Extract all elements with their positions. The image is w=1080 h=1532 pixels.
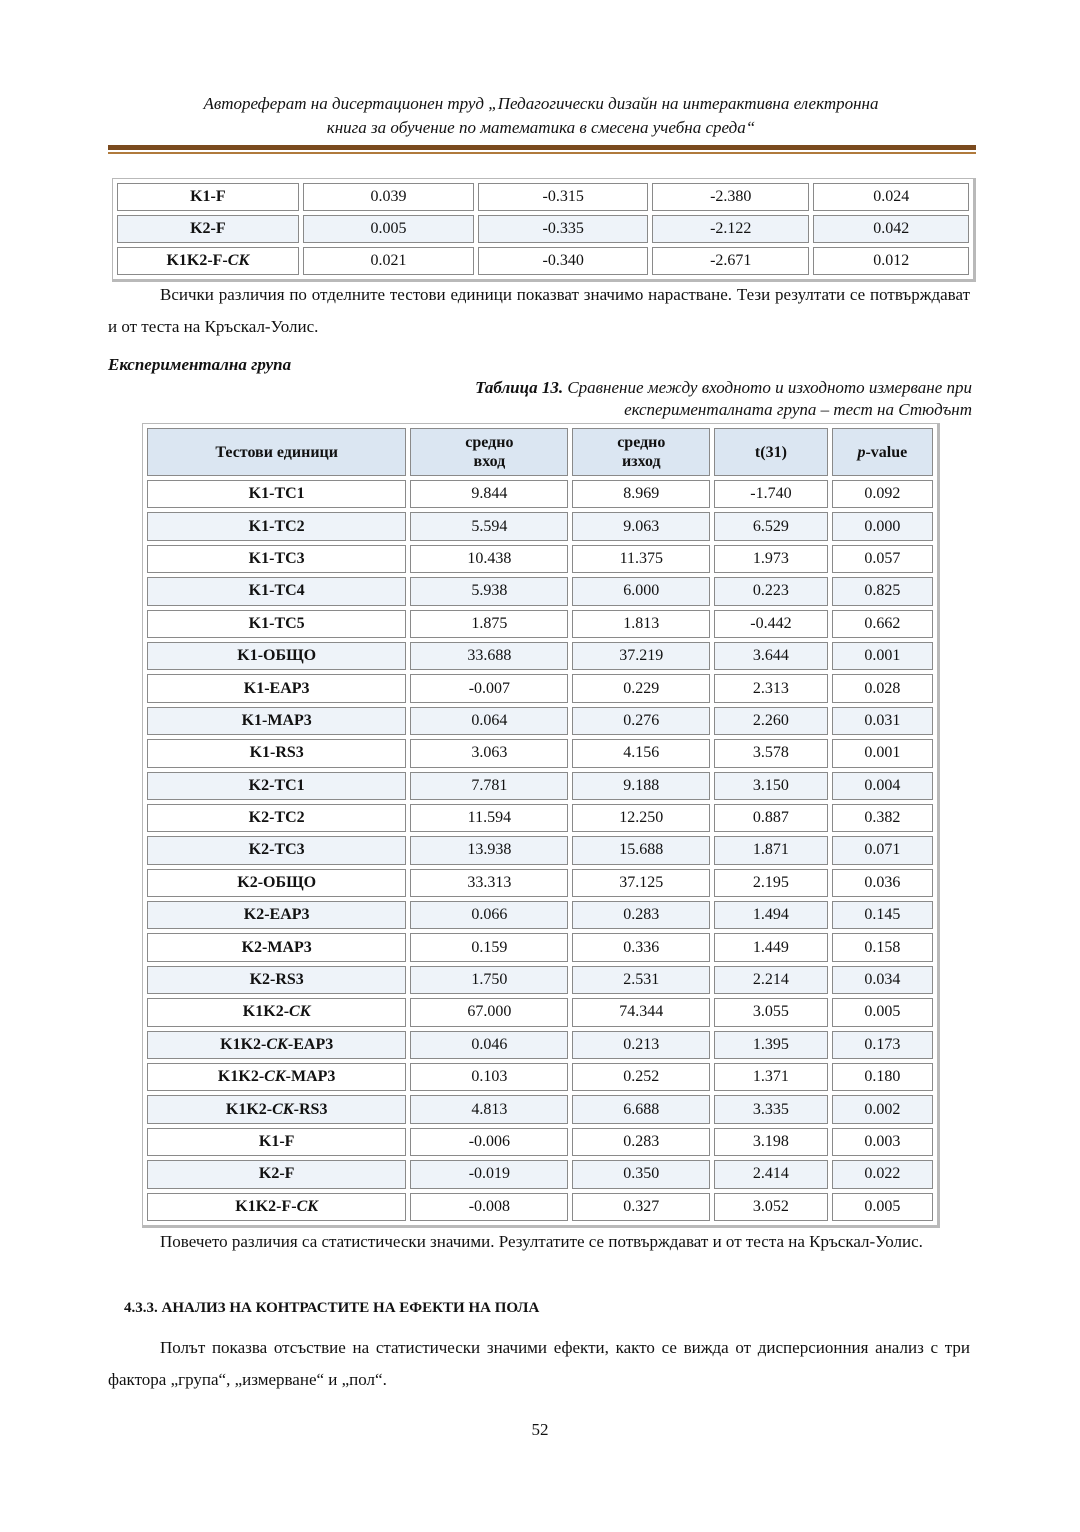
cell-t-statistic: 2.414	[714, 1160, 827, 1188]
header-t-statistic: t(31)	[714, 428, 827, 476]
section-heading	[124, 1300, 539, 1317]
cell-t-value: -2.122	[652, 215, 810, 243]
cell-mean-input: 11.594	[410, 804, 568, 832]
cell-value-2: -0.335	[478, 215, 648, 243]
cell-mean-output: 6.000	[572, 577, 710, 605]
section-number: 4.3.3.	[124, 1300, 158, 1316]
cell-mean-input: 0.159	[410, 933, 568, 961]
cell-mean-output: 12.250	[572, 804, 710, 832]
cell-p-value: 0.005	[832, 998, 933, 1026]
row-label: K1-MAP3	[147, 707, 406, 735]
cell-mean-output: 1.813	[572, 610, 710, 638]
running-header-line-1: Автореферат на дисертационен труд „Педагогически дизайн на интерактивна електронна	[203, 94, 879, 113]
cell-p-value: 0.028	[832, 674, 933, 702]
table-row	[147, 998, 933, 1026]
group-heading: Експериментална група	[108, 355, 292, 374]
cell-mean-input: 3.063	[410, 739, 568, 767]
cell-t-statistic: 3.578	[714, 739, 827, 767]
cell-t-statistic: 3.052	[714, 1193, 827, 1221]
cell-p-value: 0.024	[813, 183, 969, 211]
cell-t-statistic: 3.055	[714, 998, 827, 1026]
cell-p-value: 0.003	[832, 1128, 933, 1156]
section-title: АНАЛИЗ НА КОНТРАСТИТЕ НА ЕФЕКТИ НА ПОЛА	[161, 1300, 540, 1316]
cell-mean-output: 37.125	[572, 869, 710, 897]
table-row	[117, 247, 969, 275]
cell-t-statistic: 3.644	[714, 642, 827, 670]
table-row	[147, 707, 933, 735]
row-label: K1K2-F-СК	[117, 247, 299, 275]
paragraph-gender-effects: Полът показва отсъствие на статистически значими ефекти, както се вижда от дисперсионния анализ с три фактора „група“, „измерване“ и „пол“.	[108, 1338, 970, 1389]
header-rule-thin	[108, 152, 976, 154]
row-label: K2-EAP3	[147, 901, 406, 929]
cell-mean-output: 74.344	[572, 998, 710, 1026]
cell-t-statistic: -0.442	[714, 610, 827, 638]
cell-t-statistic: 1.395	[714, 1031, 827, 1059]
cell-p-value: 0.158	[832, 933, 933, 961]
cell-p-value: 0.145	[832, 901, 933, 929]
running-header-line-2: книга за обучение по математика в смесена учебна среда“	[326, 118, 756, 137]
table-row	[147, 1160, 933, 1188]
cell-t-statistic: 1.973	[714, 545, 827, 573]
cell-mean-output: 15.688	[572, 836, 710, 864]
cell-p-value: 0.002	[832, 1095, 933, 1123]
cell-p-value: 0.180	[832, 1063, 933, 1091]
row-label: K1-TC4	[147, 577, 406, 605]
cell-t-value: -2.671	[652, 247, 810, 275]
table-row	[147, 739, 933, 767]
table-row	[147, 966, 933, 994]
cell-mean-output: 0.283	[572, 1128, 710, 1156]
table-row	[147, 480, 933, 508]
cell-mean-input: -0.006	[410, 1128, 568, 1156]
cell-p-value: 0.173	[832, 1031, 933, 1059]
table-row	[147, 642, 933, 670]
cell-value-2: -0.340	[478, 247, 648, 275]
cell-t-statistic: 0.223	[714, 577, 827, 605]
table-row	[147, 869, 933, 897]
cell-value-1: 0.005	[303, 215, 475, 243]
cell-t-statistic: 3.335	[714, 1095, 827, 1123]
cell-p-value: 0.001	[832, 739, 933, 767]
cell-value-1: 0.039	[303, 183, 475, 211]
cell-mean-input: 9.844	[410, 480, 568, 508]
cell-mean-output: 0.350	[572, 1160, 710, 1188]
row-label: K2-ОБЩО	[147, 869, 406, 897]
paragraph-results-2: Повечето различия са статистически значими. Резултатите се потвърждават и от теста на Кръскал-Уолис.	[160, 1232, 923, 1251]
row-label: K1-F	[117, 183, 299, 211]
table-row	[147, 674, 933, 702]
cell-mean-input: 1.875	[410, 610, 568, 638]
cell-p-value: 0.042	[813, 215, 969, 243]
cell-p-value: 0.031	[832, 707, 933, 735]
cell-t-statistic: 3.198	[714, 1128, 827, 1156]
cell-t-statistic: 1.449	[714, 933, 827, 961]
cell-p-value: 0.071	[832, 836, 933, 864]
row-label: K1-F	[147, 1128, 406, 1156]
cell-t-statistic: 1.871	[714, 836, 827, 864]
cell-t-statistic: 2.260	[714, 707, 827, 735]
cell-p-value: 0.382	[832, 804, 933, 832]
cell-mean-output: 0.213	[572, 1031, 710, 1059]
cell-t-statistic: 1.494	[714, 901, 827, 929]
header-mean-output: средно изход	[572, 428, 710, 476]
row-label: K1K2-СК-RS3	[147, 1095, 406, 1123]
cell-mean-input: 0.066	[410, 901, 568, 929]
cell-t-statistic: 6.529	[714, 512, 827, 540]
table-13-grid	[143, 424, 937, 1225]
running-header	[108, 92, 974, 140]
cell-mean-output: 0.276	[572, 707, 710, 735]
cell-p-value: 0.022	[832, 1160, 933, 1188]
cell-t-statistic: 2.214	[714, 966, 827, 994]
cell-p-value: 0.057	[832, 545, 933, 573]
cell-p-value: 0.825	[832, 577, 933, 605]
cell-mean-output: 0.252	[572, 1063, 710, 1091]
table-row	[117, 215, 969, 243]
row-label: K2-TC3	[147, 836, 406, 864]
row-label: K1-TC1	[147, 480, 406, 508]
cell-p-value: 0.005	[832, 1193, 933, 1221]
row-label: K1K2-СК-EAP3	[147, 1031, 406, 1059]
paragraph-results-1: Всички различия по отделните тестови единици показват значимо нарастване. Тези резултати се потвърждават и от теста на Кръскал-Уолис.	[108, 285, 970, 336]
cell-t-statistic: 3.150	[714, 772, 827, 800]
cell-mean-output: 0.327	[572, 1193, 710, 1221]
caption-line-2: експерименталната група – тест на Стюдънт	[624, 400, 972, 419]
row-label: K1K2-F-СК	[147, 1193, 406, 1221]
continued-table-grid	[113, 179, 973, 279]
cell-mean-output: 0.229	[572, 674, 710, 702]
table-row	[147, 1095, 933, 1123]
cell-p-value: 0.092	[832, 480, 933, 508]
cell-mean-output: 4.156	[572, 739, 710, 767]
cell-mean-output: 0.336	[572, 933, 710, 961]
cell-p-value: 0.662	[832, 610, 933, 638]
cell-mean-input: 4.813	[410, 1095, 568, 1123]
cell-t-statistic: 2.313	[714, 674, 827, 702]
cell-value-1: 0.021	[303, 247, 475, 275]
cell-p-value: 0.001	[832, 642, 933, 670]
cell-mean-input: 0.064	[410, 707, 568, 735]
caption-label: Таблица 13.	[475, 378, 564, 397]
cell-t-statistic: -1.740	[714, 480, 827, 508]
header-mean-input: средно вход	[410, 428, 568, 476]
cell-mean-input: 33.688	[410, 642, 568, 670]
cell-mean-input: 67.000	[410, 998, 568, 1026]
cell-mean-input: -0.007	[410, 674, 568, 702]
cell-mean-output: 9.063	[572, 512, 710, 540]
row-label: K2-TC2	[147, 804, 406, 832]
row-label: K1-TC3	[147, 545, 406, 573]
cell-t-value: -2.380	[652, 183, 810, 211]
row-label: K2-TC1	[147, 772, 406, 800]
cell-mean-output: 9.188	[572, 772, 710, 800]
cell-mean-input: 7.781	[410, 772, 568, 800]
cell-t-statistic: 0.887	[714, 804, 827, 832]
row-label: K2-F	[147, 1160, 406, 1188]
row-label: K1K2-СК-MAP3	[147, 1063, 406, 1091]
row-label: K1-TC2	[147, 512, 406, 540]
cell-mean-input: -0.019	[410, 1160, 568, 1188]
table-row	[147, 577, 933, 605]
cell-t-statistic: 2.195	[714, 869, 827, 897]
header-p-value: p-value	[832, 428, 933, 476]
cell-mean-output: 37.219	[572, 642, 710, 670]
page-number: 52	[531, 1420, 549, 1439]
cell-mean-input: 13.938	[410, 836, 568, 864]
table-row	[147, 1128, 933, 1156]
cell-t-statistic: 1.371	[714, 1063, 827, 1091]
table-row	[147, 933, 933, 961]
cell-p-value: 0.000	[832, 512, 933, 540]
cell-mean-output: 11.375	[572, 545, 710, 573]
table-row	[147, 901, 933, 929]
table-13	[142, 423, 940, 1228]
cell-mean-input: 5.938	[410, 577, 568, 605]
caption-line-1: Сравнение между входното и изходното измерване при	[567, 378, 972, 397]
table-row	[147, 804, 933, 832]
row-label: K1-RS3	[147, 739, 406, 767]
row-label: K2-F	[117, 215, 299, 243]
cell-mean-input: 0.103	[410, 1063, 568, 1091]
table-row	[147, 836, 933, 864]
cell-p-value: 0.034	[832, 966, 933, 994]
cell-p-value: 0.004	[832, 772, 933, 800]
cell-p-value: 0.036	[832, 869, 933, 897]
table-row	[147, 1193, 933, 1221]
table-row	[117, 183, 969, 211]
row-label: K1-TC5	[147, 610, 406, 638]
cell-mean-input: 5.594	[410, 512, 568, 540]
cell-mean-output: 0.283	[572, 901, 710, 929]
continued-table	[112, 178, 976, 282]
cell-mean-input: -0.008	[410, 1193, 568, 1221]
row-label: K1-ОБЩО	[147, 642, 406, 670]
table-row	[147, 1063, 933, 1091]
cell-mean-output: 6.688	[572, 1095, 710, 1123]
table-row	[147, 512, 933, 540]
cell-mean-output: 2.531	[572, 966, 710, 994]
cell-p-value: 0.012	[813, 247, 969, 275]
row-label: K2-RS3	[147, 966, 406, 994]
table-row	[147, 610, 933, 638]
row-label: K2-MAP3	[147, 933, 406, 961]
header-rule	[108, 145, 976, 150]
cell-value-2: -0.315	[478, 183, 648, 211]
cell-mean-input: 10.438	[410, 545, 568, 573]
row-label: K1-EAP3	[147, 674, 406, 702]
cell-mean-input: 33.313	[410, 869, 568, 897]
table-13-header-row	[147, 428, 933, 476]
header-test-units: Тестови единици	[147, 428, 406, 476]
table-row	[147, 545, 933, 573]
cell-mean-input: 1.750	[410, 966, 568, 994]
cell-mean-output: 8.969	[572, 480, 710, 508]
table-row	[147, 772, 933, 800]
table-row	[147, 1031, 933, 1059]
row-label: K1K2-СК	[147, 998, 406, 1026]
cell-mean-input: 0.046	[410, 1031, 568, 1059]
table-13-caption	[332, 377, 972, 421]
